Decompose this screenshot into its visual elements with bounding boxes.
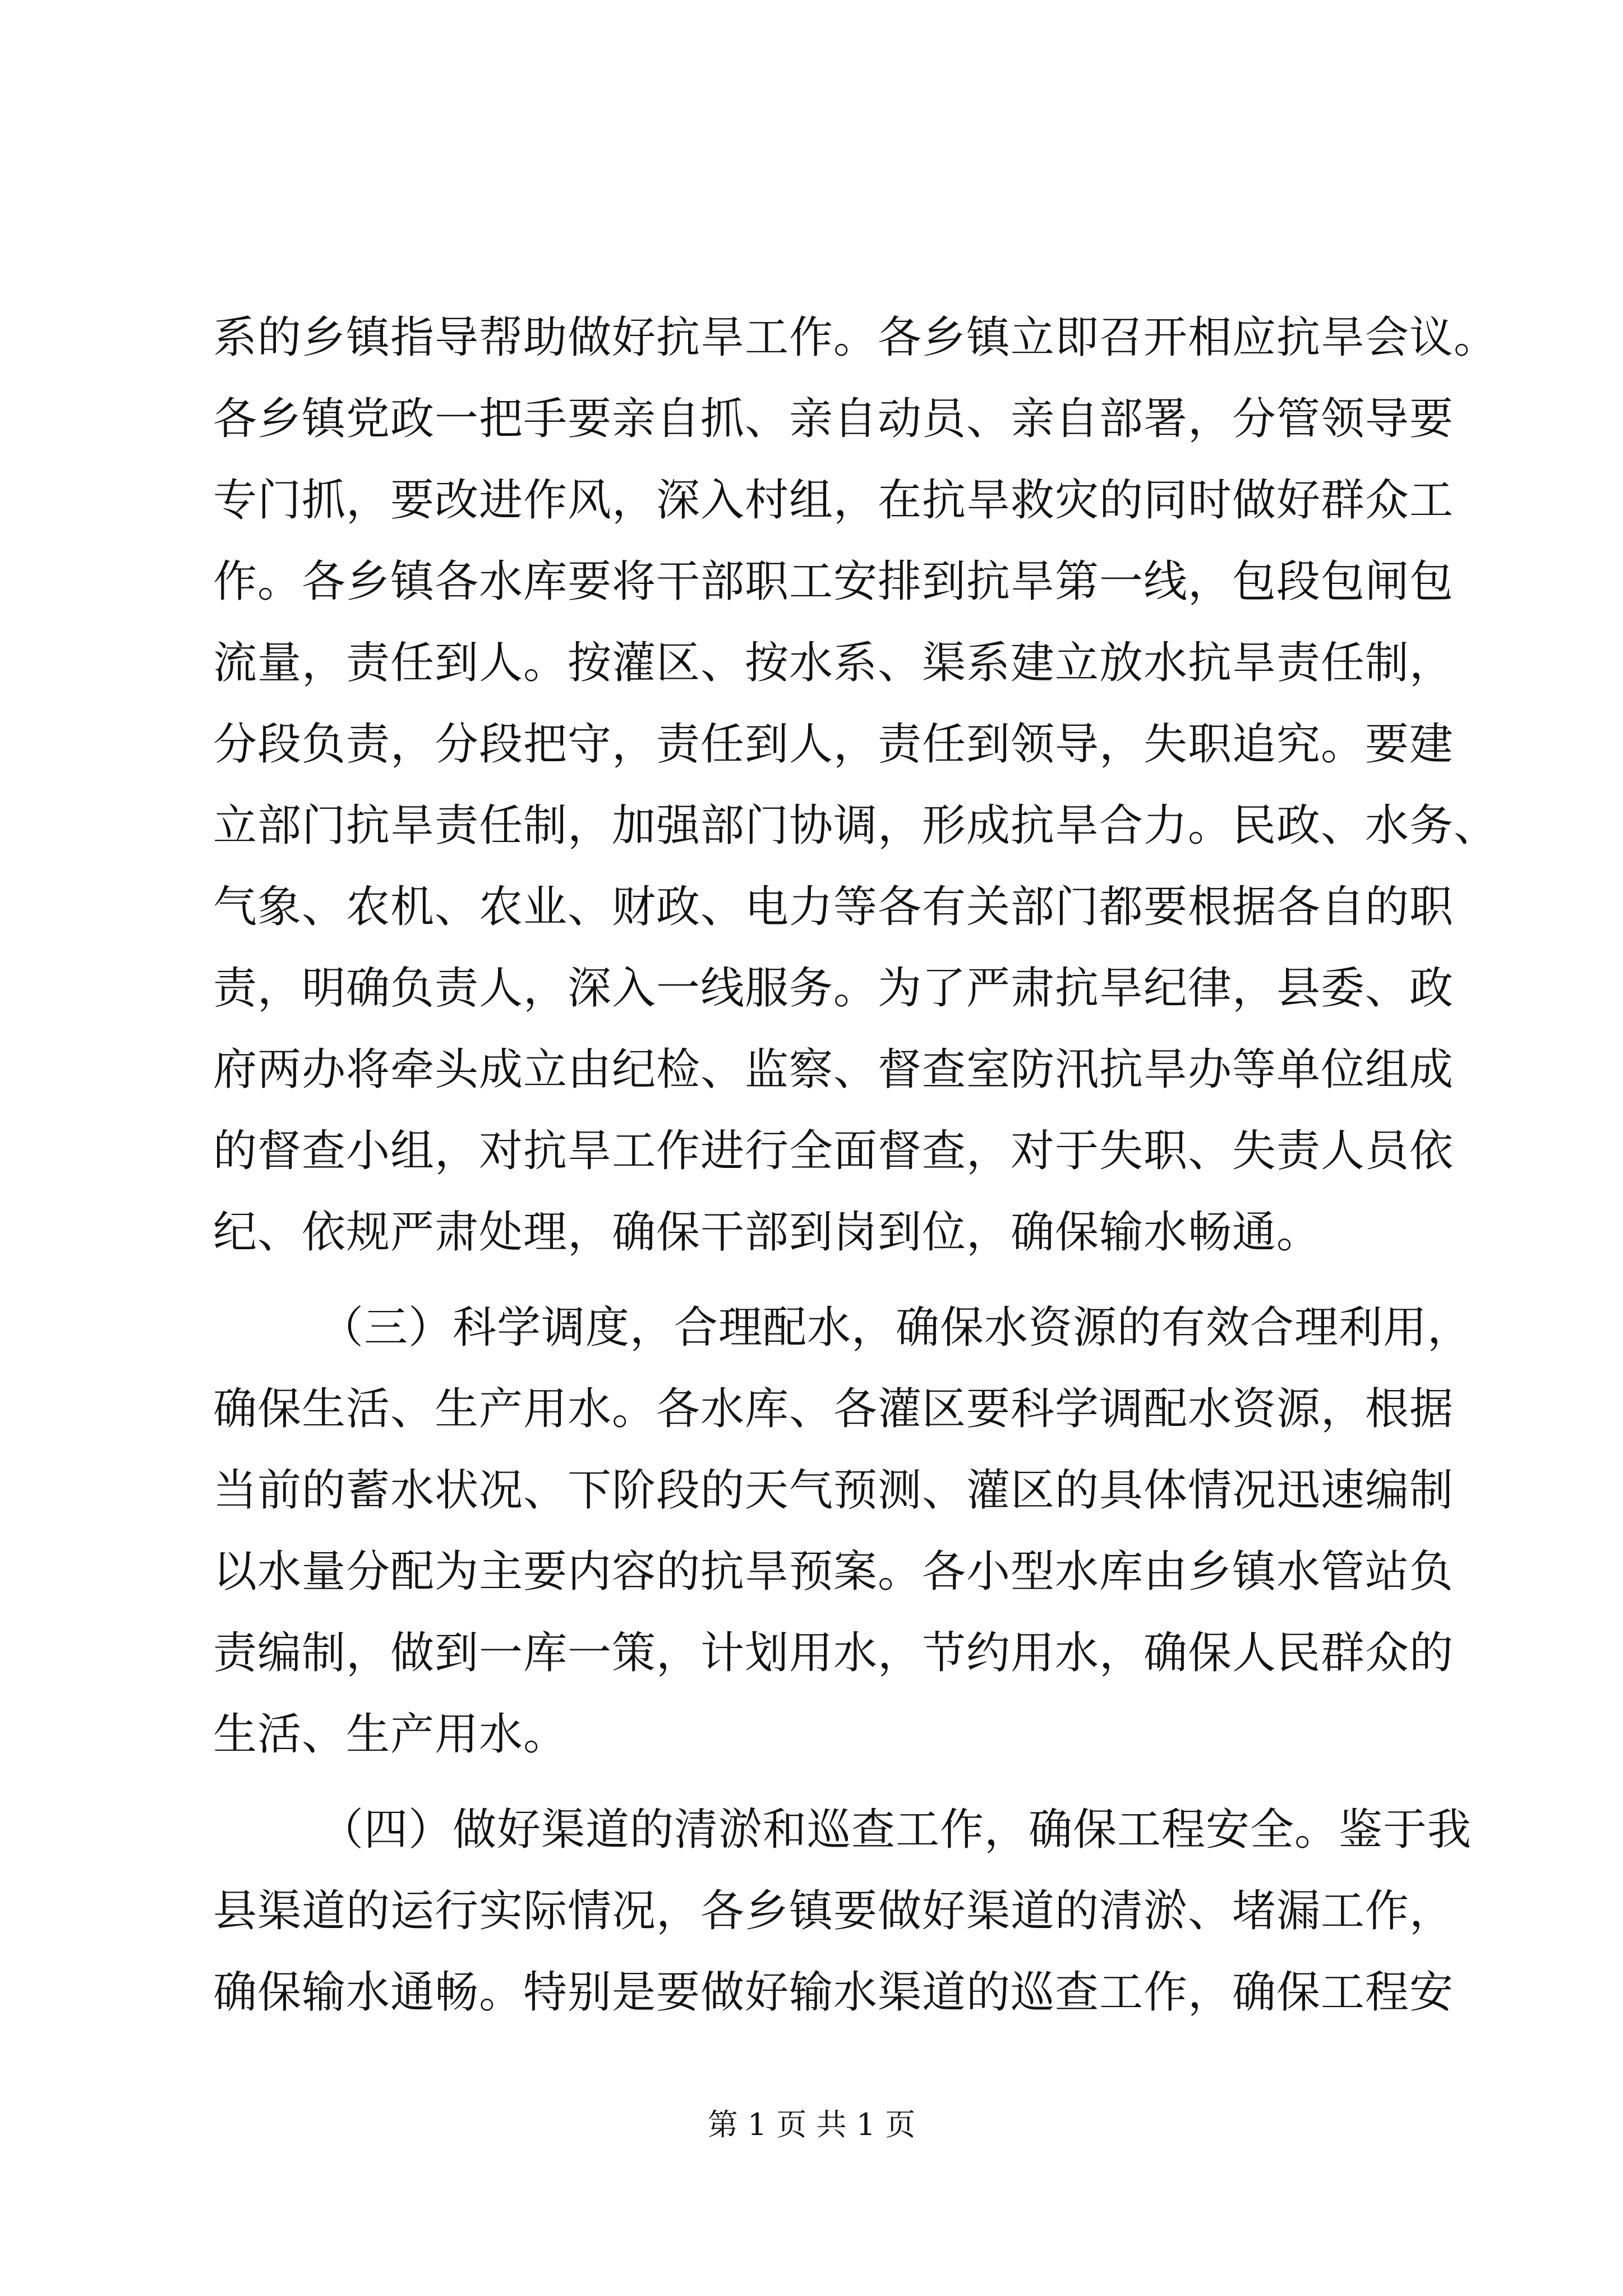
page-number-footer: 第 1 页 共 1 页 (707, 2107, 916, 2142)
text-line: 以水量分配为主要内容的抗旱预案。各小型水库由乡镇水管站负 (213, 1547, 1454, 1597)
paragraph-gap (213, 1273, 1436, 1287)
text-line: 县渠道的运行实际情况，各乡镇要做好渠道的清淤、堵漏工作， (213, 1886, 1454, 1936)
text-line: 责编制，做到一库一策，计划用水，节约用水，确保人民群众的 (213, 1628, 1454, 1678)
text-line: 各乡镇党政一把手要亲自抓、亲自动员、亲自部署，分管领导要 (213, 394, 1454, 444)
text-line: 当前的蓄水状况、下阶段的天气预测、灌区的具体情况迅速编制 (213, 1465, 1454, 1516)
text-line: 责，明确负责人，深入一线服务。为了严肃抗旱纪律，县委、政 (213, 963, 1454, 1014)
text-line: 生活、生产用水。 (213, 1709, 568, 1760)
paragraph-heading-line: （三）科学调度，合理配水，确保水资源的有效合理利用， (320, 1303, 1472, 1353)
text-line: 确保输水通畅。特别是要做好输水渠道的巡查工作，确保工程安 (213, 1967, 1454, 2018)
text-line: 分段负责，分段把守，责任到人，责任到领导，失职追究。要建 (213, 719, 1454, 770)
paragraph-heading-line: （四）做好渠道的清淤和巡查工作，确保工程安全。鉴于我 (320, 1805, 1472, 1855)
text-line: 气象、农机、农业、财政、电力等各有关部门都要根据各自的职 (213, 882, 1454, 932)
text-line: 专门抓，要改进作风，深入村组，在抗旱救灾的同时做好群众工 (213, 475, 1454, 526)
text-line: 府两办将牵头成立由纪检、监察、督查室防汛抗旱办等单位组成 (213, 1045, 1454, 1095)
text-line: 作。各乡镇各水库要将干部职工安排到抗旱第一线，包段包闸包 (213, 556, 1454, 607)
text-line: 纪、依规严肃处理，确保干部到岗到位，确保输水畅通。 (213, 1207, 1321, 1258)
text-line: 立部门抗旱责任制，加强部门协调，形成抗旱合力。民政、水务、 (213, 800, 1498, 851)
body-text (213, 297, 1498, 2033)
text-line: 确保生活、生产用水。各水库、各灌区要科学调配水资源，根据 (213, 1384, 1454, 1434)
paragraph-gap (213, 1775, 1436, 1789)
text-line: 的督查小组，对抗旱工作进行全面督查，对于失职、失责人员依 (213, 1126, 1454, 1176)
text-line: 流量，责任到人。按灌区、按水系、渠系建立放水抗旱责任制， (213, 638, 1454, 688)
text-line: 系的乡镇指导帮助做好抗旱工作。各乡镇立即召开相应抗旱会议。 (213, 312, 1498, 363)
